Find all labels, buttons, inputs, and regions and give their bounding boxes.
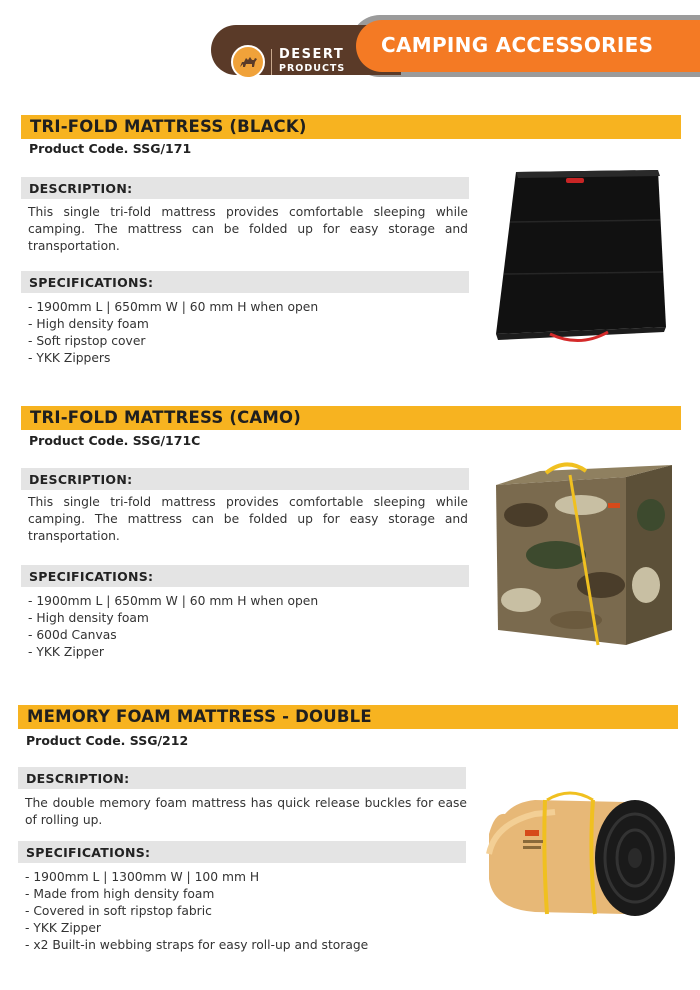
specifications-heading: SPECIFICATIONS: bbox=[26, 845, 151, 860]
product-title-bar bbox=[18, 705, 678, 729]
product-code: Product Code. SSG/212 bbox=[26, 733, 189, 748]
category-title: CAMPING ACCESSORIES bbox=[381, 33, 654, 57]
description-bar bbox=[21, 177, 469, 199]
specifications-list bbox=[28, 593, 468, 661]
rolled-memory-foam-mattress-image bbox=[475, 784, 685, 924]
spec-item: - High density foam bbox=[28, 611, 149, 625]
camo-trifold-mattress-image bbox=[486, 455, 680, 655]
specifications-bar bbox=[21, 271, 469, 293]
product-title: TRI-FOLD MATTRESS (BLACK) bbox=[30, 117, 307, 136]
product-description: This single tri-fold mattress provides comfortable sleeping while camping. The mattress can be folded up for easy storage and transportation. bbox=[28, 495, 468, 543]
description-heading: DESCRIPTION: bbox=[29, 472, 133, 487]
product-code: Product Code. SSG/171C bbox=[29, 433, 201, 448]
product-title-bar bbox=[21, 115, 681, 139]
product-title-bar bbox=[21, 406, 681, 430]
specifications-list bbox=[28, 299, 468, 367]
spec-item: - YKK Zipper bbox=[28, 645, 104, 659]
spec-item: - YKK Zippers bbox=[28, 351, 111, 365]
spec-item: - High density foam bbox=[28, 317, 149, 331]
spec-item: - YKK Zipper bbox=[25, 921, 101, 935]
specifications-bar bbox=[21, 565, 469, 587]
brand-name: DESERT bbox=[279, 47, 345, 62]
specifications-heading: SPECIFICATIONS: bbox=[29, 569, 154, 584]
spec-item: - Soft ripstop cover bbox=[28, 334, 146, 348]
product-description: This single tri-fold mattress provides comfortable sleeping while camping. The mattress can be folded up for easy storage and transportation. bbox=[28, 205, 468, 253]
brand-subtitle: PRODUCTS bbox=[279, 63, 346, 74]
camel-icon bbox=[231, 45, 265, 79]
specifications-bar bbox=[18, 841, 466, 863]
page-header bbox=[211, 15, 700, 77]
specifications-list bbox=[25, 869, 465, 954]
logo-divider bbox=[271, 49, 272, 75]
spec-item: - Covered in soft ripstop fabric bbox=[25, 904, 212, 918]
spec-item: - 1900mm L | 650mm W | 60 mm H when open bbox=[28, 594, 319, 608]
spec-item: - Made from high density foam bbox=[25, 887, 215, 901]
spec-item: - 1900mm L | 650mm W | 60 mm H when open bbox=[28, 300, 319, 314]
product-title: TRI-FOLD MATTRESS (CAMO) bbox=[30, 408, 301, 427]
spec-item: - x2 Built-in webbing straps for easy roll-up and storage bbox=[25, 938, 369, 952]
specifications-heading: SPECIFICATIONS: bbox=[29, 275, 154, 290]
spec-item: - 600d Canvas bbox=[28, 628, 117, 642]
description-bar bbox=[21, 468, 469, 490]
description-bar bbox=[18, 767, 466, 789]
product-description: The double memory foam mattress has quick release buckles for ease of rolling up. bbox=[25, 796, 467, 827]
description-heading: DESCRIPTION: bbox=[26, 771, 130, 786]
product-title: MEMORY FOAM MATTRESS - DOUBLE bbox=[27, 707, 372, 726]
description-heading: DESCRIPTION: bbox=[29, 181, 133, 196]
product-code: Product Code. SSG/171 bbox=[29, 141, 192, 156]
spec-item: - 1900mm L | 1300mm W | 100 mm H bbox=[25, 870, 260, 884]
black-trifold-mattress-image bbox=[488, 162, 680, 352]
